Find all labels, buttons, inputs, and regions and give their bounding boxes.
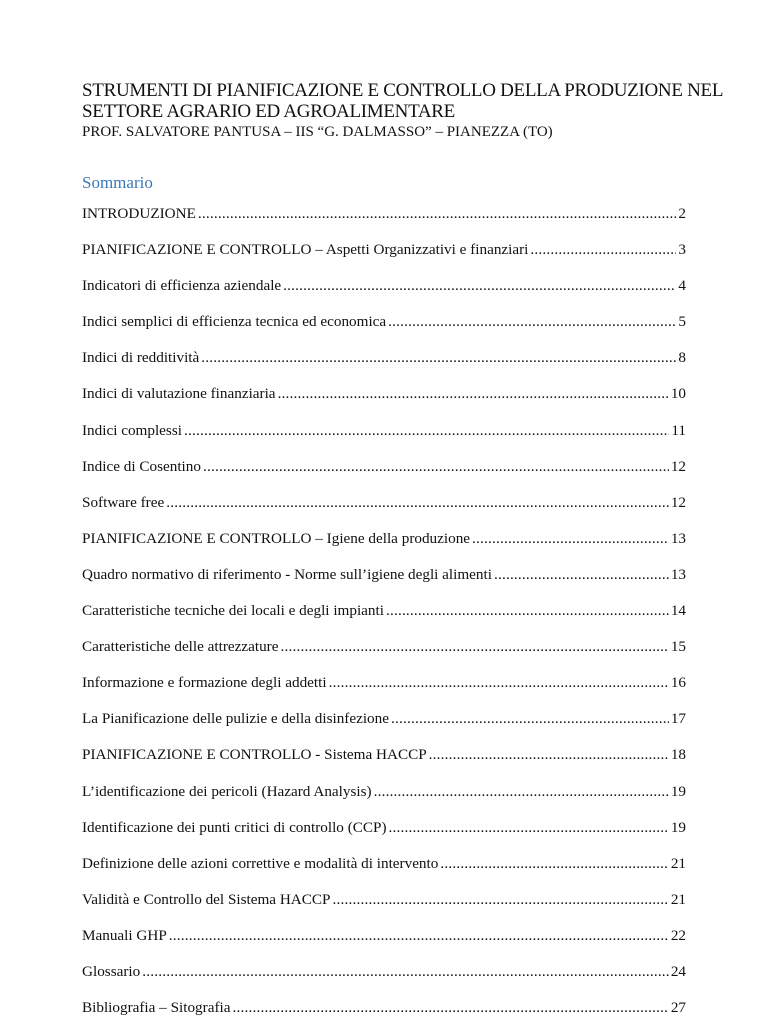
toc-entry-page-number: 27 (670, 999, 686, 1017)
toc-entry[interactable] (82, 927, 686, 963)
toc-dot-leader (494, 566, 669, 584)
toc-dot-leader (329, 674, 669, 692)
toc-dot-leader (232, 999, 668, 1017)
toc-entry-page-number: 24 (670, 962, 686, 980)
toc-entry[interactable] (82, 349, 686, 385)
toc-entry[interactable] (82, 494, 686, 530)
toc-entry[interactable] (82, 241, 686, 277)
toc-entry-page-number: 16 (670, 674, 686, 692)
toc-dot-leader (389, 819, 669, 837)
toc-entry-page-number: 21 (670, 854, 686, 872)
toc-heading: Sommario (82, 173, 153, 192)
toc-entry-page-number: 19 (670, 818, 686, 836)
table-of-contents (82, 205, 686, 1035)
toc-entry-page-number: 2 (678, 205, 686, 222)
document-author: PROF. SALVATORE PANTUSA – IIS “G. DALMASSO” – PIANEZZA (TO) (82, 124, 553, 140)
toc-entry-title: Bibliografia – Sitografia (82, 999, 231, 1017)
toc-entry-title: Caratteristiche delle attrezzature (82, 638, 279, 656)
toc-entry-page-number: 21 (670, 890, 686, 908)
toc-dot-leader (198, 205, 677, 223)
toc-dot-leader (391, 710, 669, 728)
toc-entry-title: PIANIFICAZIONE E CONTROLLO - Sistema HACCP (82, 746, 427, 764)
document-title-line-2: SETTORE AGRARIO ED AGROALIMENTARE (82, 101, 455, 122)
toc-entry[interactable] (82, 385, 686, 421)
toc-entry-title: INTRODUZIONE (82, 205, 196, 222)
toc-entry-title: Quadro normativo di riferimento - Norme sull’igiene degli alimenti (82, 565, 492, 583)
toc-entry[interactable] (82, 458, 686, 494)
toc-entry-page-number: 12 (670, 457, 686, 475)
toc-entry-page-number: 11 (671, 421, 686, 439)
toc-entry[interactable] (82, 530, 686, 566)
toc-entry-page-number: 10 (670, 385, 686, 403)
toc-entry-page-number: 17 (670, 710, 686, 728)
toc-dot-leader (429, 746, 669, 764)
toc-entry-title: Indicatori di efficienza aziendale (82, 277, 282, 295)
toc-dot-leader (203, 458, 669, 476)
toc-entry-page-number: 13 (670, 565, 686, 583)
toc-dot-leader (184, 422, 669, 440)
toc-entry-title: PIANIFICAZIONE E CONTROLLO – Igiene della produzione (82, 529, 471, 547)
toc-entry[interactable] (82, 638, 686, 674)
toc-entry-title: L’identificazione dei pericoli (Hazard Analysis) (82, 782, 372, 800)
toc-dot-leader (142, 963, 669, 981)
toc-dot-leader (530, 241, 676, 259)
toc-entry-page-number: 22 (670, 926, 686, 944)
toc-dot-leader (440, 855, 668, 873)
toc-entry-title: Indici complessi (82, 421, 182, 439)
toc-entry-page-number: 13 (670, 529, 686, 547)
document-title (82, 80, 722, 122)
toc-entry-title: Indici di redditività (82, 349, 200, 367)
toc-entry[interactable] (82, 277, 686, 313)
toc-entry-title: Glossario (82, 962, 141, 980)
toc-dot-leader (386, 602, 669, 620)
toc-entry[interactable] (82, 819, 686, 855)
toc-entry-title: Indici di valutazione finanziaria (82, 385, 276, 403)
toc-entry-page-number: 4 (678, 277, 686, 295)
toc-dot-leader (280, 638, 668, 656)
toc-entry-page-number: 15 (670, 638, 686, 656)
toc-entry-title: Caratteristiche tecniche dei locali e degli impianti (82, 602, 384, 620)
toc-dot-leader (166, 494, 669, 512)
toc-dot-leader (332, 891, 668, 909)
toc-entry-title: Manuali GHP (82, 926, 167, 944)
toc-entry[interactable] (82, 855, 686, 891)
toc-entry-title: Identificazione dei punti critici di controllo (CCP) (82, 818, 387, 836)
toc-dot-leader (201, 349, 676, 367)
toc-entry-page-number: 5 (678, 313, 686, 331)
toc-dot-leader (472, 530, 669, 548)
toc-entry[interactable] (82, 999, 686, 1035)
toc-entry-page-number: 14 (670, 602, 686, 620)
toc-entry-title: PIANIFICAZIONE E CONTROLLO – Aspetti Organizzativi e finanziari (82, 241, 529, 259)
toc-entry-title: Informazione e formazione degli addetti (82, 674, 327, 692)
toc-entry[interactable] (82, 205, 686, 241)
toc-dot-leader (169, 927, 669, 945)
toc-entry-title: Indici semplici di efficienza tecnica ed economica (82, 313, 387, 331)
toc-entry-title: Definizione delle azioni correttive e modalità di intervento (82, 854, 439, 872)
toc-entry-page-number: 18 (670, 746, 686, 764)
toc-entry[interactable] (82, 602, 686, 638)
toc-entry[interactable] (82, 566, 686, 602)
toc-entry-title: Validità e Controllo del Sistema HACCP (82, 890, 331, 908)
toc-entry-page-number: 8 (678, 349, 686, 367)
toc-entry[interactable] (82, 746, 686, 782)
toc-entry-page-number: 12 (670, 493, 686, 511)
toc-entry-page-number: 19 (670, 782, 686, 800)
toc-entry-title: Software free (82, 493, 165, 511)
toc-entry[interactable] (82, 422, 686, 458)
toc-entry[interactable] (82, 891, 686, 927)
document-title-line-1: STRUMENTI DI PIANIFICAZIONE E CONTROLLO DELLA PRODUZIONE NEL (82, 80, 724, 101)
toc-dot-leader (283, 277, 676, 295)
toc-entry[interactable] (82, 710, 686, 746)
toc-dot-leader (278, 385, 669, 403)
toc-dot-leader (388, 313, 676, 331)
toc-entry[interactable] (82, 783, 686, 819)
toc-entry-page-number: 3 (678, 241, 686, 259)
toc-dot-leader (374, 783, 669, 801)
toc-entry-title: Indice di Cosentino (82, 457, 201, 475)
toc-entry[interactable] (82, 674, 686, 710)
toc-entry[interactable] (82, 313, 686, 349)
toc-entry-title: La Pianificazione delle pulizie e della disinfezione (82, 710, 389, 728)
